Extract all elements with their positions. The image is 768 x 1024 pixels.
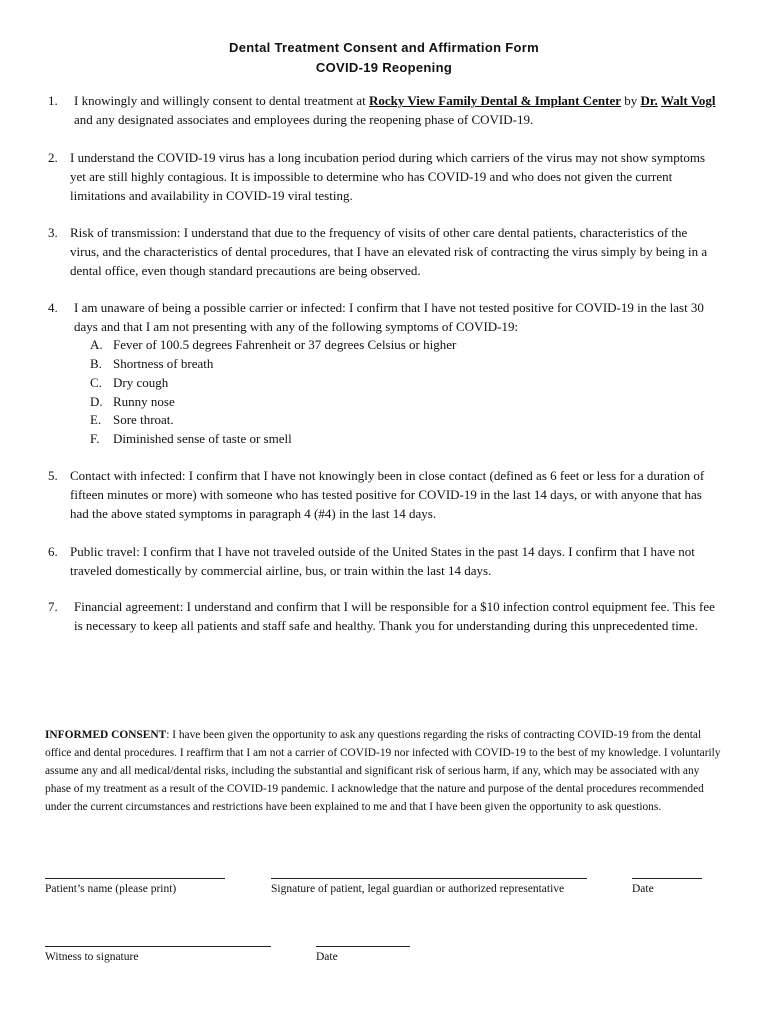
symptom-text: Fever of 100.5 degrees Fahrenheit or 37 degrees Celsius or higher bbox=[113, 337, 457, 352]
form-subtitle: COVID-19 Reopening bbox=[315, 60, 453, 75]
signature-line[interactable] bbox=[271, 878, 587, 879]
item-5 bbox=[48, 467, 716, 523]
item-text: I am unaware of being a possible carrier or infected: I confirm that I have not tested positive for COVID-19 in the last 30 days and that I am not presenting with any of the following symptoms of COVID-19: bbox=[74, 300, 704, 334]
item-text: Contact with infected: I confirm that I have not knowingly been in close contact (defined as 6 feet or less for a duration of fifteen minutes or more) with someone who has tested positive for COVID-19 in the last 14 days, or with anyone that has had the above stated symptoms in paragraph 4 (#4) in the last 14 days. bbox=[70, 468, 705, 521]
symptom-letter: E. bbox=[90, 412, 102, 427]
item-number: 3. bbox=[48, 225, 58, 240]
item-number: 1. bbox=[48, 93, 58, 108]
signature-label: Signature of patient, legal guardian or authorized representative bbox=[271, 883, 565, 895]
item-3 bbox=[48, 224, 716, 280]
symptom-text: Shortness of breath bbox=[113, 356, 214, 371]
item-number: 6. bbox=[48, 544, 58, 559]
form-title: Dental Treatment Consent and Affirmation Form bbox=[229, 40, 539, 55]
item-number: 7. bbox=[48, 599, 58, 614]
item-1-rest: and any designated associates and employees during the reopening phase of COVID-19. bbox=[74, 111, 534, 127]
symptom-text: Sore throat. bbox=[113, 412, 174, 427]
item-1-intro: I knowingly and willingly consent to dental treatment at bbox=[74, 93, 369, 108]
item-number: 2. bbox=[48, 150, 58, 165]
informed-consent-paragraph bbox=[45, 726, 721, 816]
symptom-item-b bbox=[90, 355, 690, 374]
item-6 bbox=[48, 543, 716, 581]
symptom-item-e bbox=[90, 411, 690, 430]
symptom-item-c bbox=[90, 374, 690, 393]
item-number: 4. bbox=[48, 300, 58, 315]
witness-line[interactable] bbox=[45, 946, 271, 947]
doctor-title: Dr. bbox=[640, 93, 658, 108]
symptom-letter: F. bbox=[90, 431, 100, 446]
doctor-name: Walt Vogl bbox=[660, 93, 716, 108]
item-1 bbox=[48, 92, 716, 130]
date-label-1: Date bbox=[632, 883, 654, 895]
symptom-item-d bbox=[90, 393, 690, 412]
item-number: 5. bbox=[48, 468, 58, 483]
date-label-2: Date bbox=[316, 951, 338, 963]
informed-consent-heading: INFORMED CONSENT bbox=[45, 729, 167, 741]
item-text: I understand the COVID-19 virus has a long incubation period during which carriers of the virus may not show symptoms yet are still highly contagious. It is impossible to determine who has COVID-19 and who does not given the current limitations and availability in COVID-19 viral testing. bbox=[70, 150, 706, 203]
symptom-item-f bbox=[90, 430, 690, 449]
symptom-letter: A. bbox=[90, 337, 103, 352]
item-4 bbox=[48, 299, 716, 337]
item-2 bbox=[48, 149, 716, 205]
patient-name-line[interactable] bbox=[45, 878, 225, 879]
item-text: Public travel: I confirm that I have not traveled outside of the United States in the past 14 days. I confirm that I have not traveled domestically by commercial airline, bus, or train within the last 14 days. bbox=[70, 544, 695, 578]
item-text bbox=[70, 92, 716, 130]
date-line-2[interactable] bbox=[316, 946, 410, 947]
symptom-text: Runny nose bbox=[113, 394, 175, 409]
date-line-1[interactable] bbox=[632, 878, 702, 879]
patient-name-label: Patient’s name (please print) bbox=[45, 883, 177, 895]
symptom-item-a bbox=[90, 336, 690, 355]
item-1-by: by bbox=[621, 93, 641, 108]
item-7 bbox=[48, 598, 716, 636]
informed-consent-text: : I have been given the opportunity to ask any questions regarding the risks of contracting COVID-19 from the dental office and dental procedures. I reaffirm that I am not a carrier of COVID-19 nor infected with COVID-19 to the best of my knowledge. I voluntarily assume any and all medical/dental risks, including the substantial and significant risk of serious harm, if any, which may be associated with any phase of my treatment as a result of the COVID-19 pandemic. I acknowledge that the nature and purpose of the dental procedures recommended under the current circumstances and restrictions have been explained to me and that I have been given the opportunity to ask questions. bbox=[45, 729, 721, 813]
symptom-text: Dry cough bbox=[113, 375, 169, 390]
symptom-letter: B. bbox=[90, 356, 102, 371]
item-text: Financial agreement: I understand and confirm that I will be responsible for a $10 infection control equipment fee. This fee is necessary to keep all patients and staff safe and healthy. Thank you for understanding during this unprecedented time. bbox=[74, 599, 715, 633]
symptom-letter: D. bbox=[90, 394, 103, 409]
item-text: Risk of transmission: I understand that due to the frequency of visits of other care dental patients, characteristics of the virus, and the characteristics of dental procedures, that I have an elevated risk of contracting the virus simply by being in a dental office, even though standard precautions are being observed. bbox=[70, 225, 708, 278]
symptom-letter: C. bbox=[90, 375, 102, 390]
practice-name: Rocky View Family Dental & Implant Center bbox=[368, 93, 621, 108]
symptom-text: Diminished sense of taste or smell bbox=[113, 431, 292, 446]
witness-label: Witness to signature bbox=[45, 951, 139, 963]
